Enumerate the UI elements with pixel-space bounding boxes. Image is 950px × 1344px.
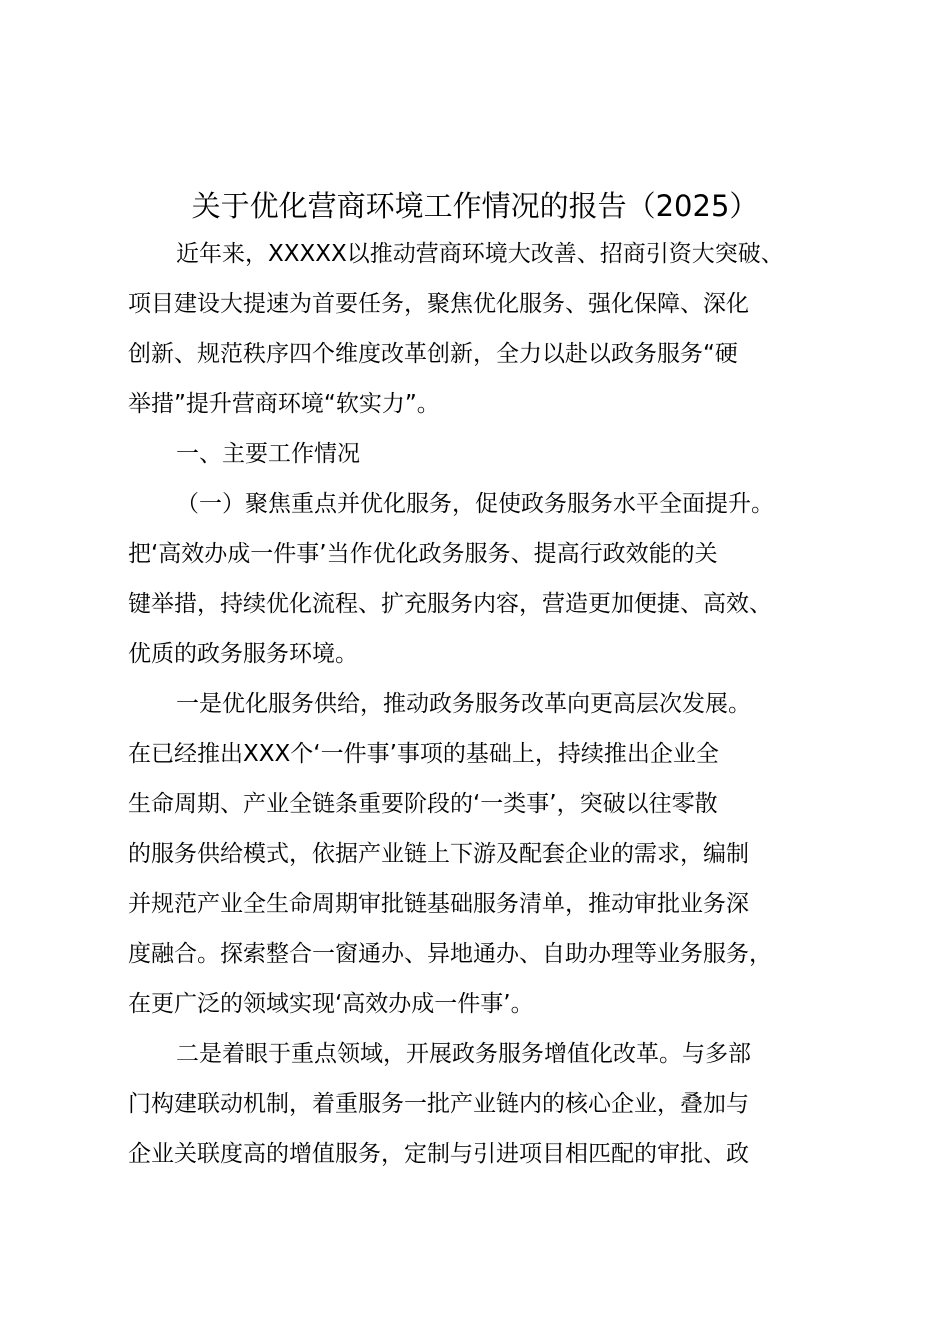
paragraph-line: 近年来，XXXXX以推动营商环境大改善、招商引资大突破、 [176,241,784,267]
paragraph-line: 门构建联动机制，着重服务一批产业链内的核心企业，叠加与 [128,1091,749,1117]
paragraph-line: 生命周期、产业全链条重要阶段的‘一类事’，突破以往零散 [128,791,718,817]
paragraph-line: 的服务供给模式，依据产业链上下游及配套企业的需求，编制 [128,841,749,867]
subsection-heading: （一）聚焦重点并优化服务，促使政务服务水平全面提升。 [176,491,774,517]
paragraph-line: 键举措，持续优化流程、扩充服务内容，营造更加便捷、高效、 [128,591,772,617]
paragraph-line: 一是优化服务供给，推动政务服务改革向更高层次发展。 [176,691,751,717]
paragraph-line: 项目建设大提速为首要任务，聚焦优化服务、强化保障、深化 [128,291,749,317]
paragraph-line: 度融合。探索整合一窗通办、异地通办、自助办理等业务服务， [128,941,772,967]
paragraph-line: 在更广泛的领域实现‘高效办成一件事’。 [128,991,534,1017]
paragraph-line: 并规范产业全生命周期审批链基础服务清单，推动审批业务深 [128,891,749,917]
section-heading: 一、主要工作情况 [176,441,360,467]
paragraph-line: 在已经推出XXX个‘一件事’事项的基础上，持续推出企业全 [128,741,719,767]
paragraph-line: 把‘高效办成一件事’当作优化政务服务、提高行政效能的关 [128,541,718,567]
paragraph-line: 优质的政务服务环境。 [128,641,358,667]
paragraph-line: 创新、规范秩序四个维度改革创新，全力以赴以政务服务“硬 [128,341,738,367]
paragraph-line: 二是着眼于重点领域，开展政务服务增值化改革。与多部 [176,1041,751,1067]
document-title: 关于优化营商环境工作情况的报告（2025） [191,189,759,223]
paragraph-line: 企业关联度高的增值服务，定制与引进项目相匹配的审批、政 [128,1141,749,1167]
paragraph-line: 举措”提升营商环境“软实力”。 [128,391,440,417]
